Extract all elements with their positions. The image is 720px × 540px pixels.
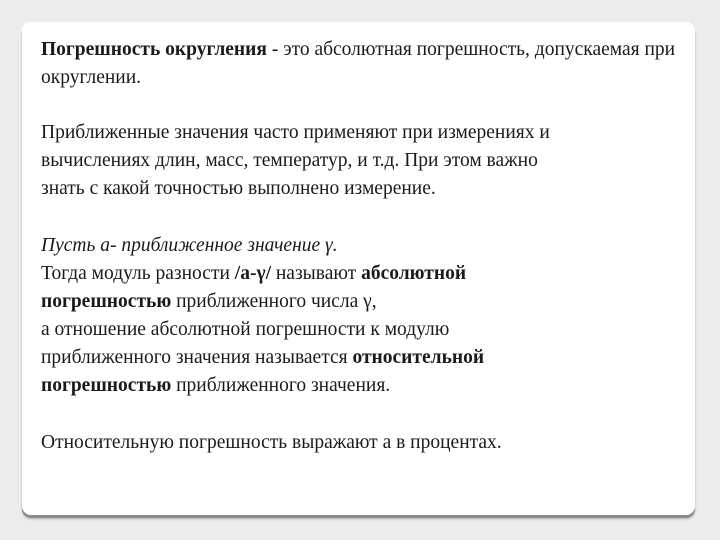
definition-paragraph: [41, 36, 681, 92]
percent-paragraph: [41, 429, 681, 457]
spacer: [41, 92, 681, 119]
intro-line-1: Приближенные значения часто применяют при измерениях и: [41, 122, 550, 143]
intro-line-3: знать с какой точностью выполнено измерение.: [41, 178, 436, 199]
term-error: погрешностью: [41, 291, 172, 312]
spacer: [41, 400, 681, 429]
term-rounding-error: Погрешность округления: [41, 39, 267, 60]
errors-paragraph: [41, 232, 681, 400]
rel-error-line-1: а отношение абсолютной погрешности к модулю: [41, 319, 450, 340]
term-absolute: абсолютной: [361, 263, 467, 284]
abs-error-end: приближенного числа γ,: [171, 291, 377, 312]
assumption-line: Пусть а- приближенное значение γ.: [41, 235, 338, 256]
slide-card: [22, 22, 695, 515]
abs-error-text: называют: [270, 263, 362, 284]
term-error-2: погрешностью: [41, 375, 172, 396]
abs-error-text: Тогда модуль разности: [41, 263, 235, 284]
rel-error-text: приближенного значения называется: [41, 347, 353, 368]
percent-text: Относительную погрешность выражают а в процентах.: [41, 432, 502, 453]
definition-text: - это абсолютная погрешность, допускаемая при округлении.: [41, 39, 676, 88]
term-relative: относительной: [352, 347, 485, 368]
intro-paragraph: [41, 119, 681, 203]
modulus-expression: /а-γ/: [234, 263, 271, 284]
spacer: [41, 203, 681, 232]
intro-line-2: вычислениях длин, масс, температур, и т.д. При этом важно: [41, 150, 538, 171]
rel-error-end: приближенного значения.: [171, 375, 391, 396]
